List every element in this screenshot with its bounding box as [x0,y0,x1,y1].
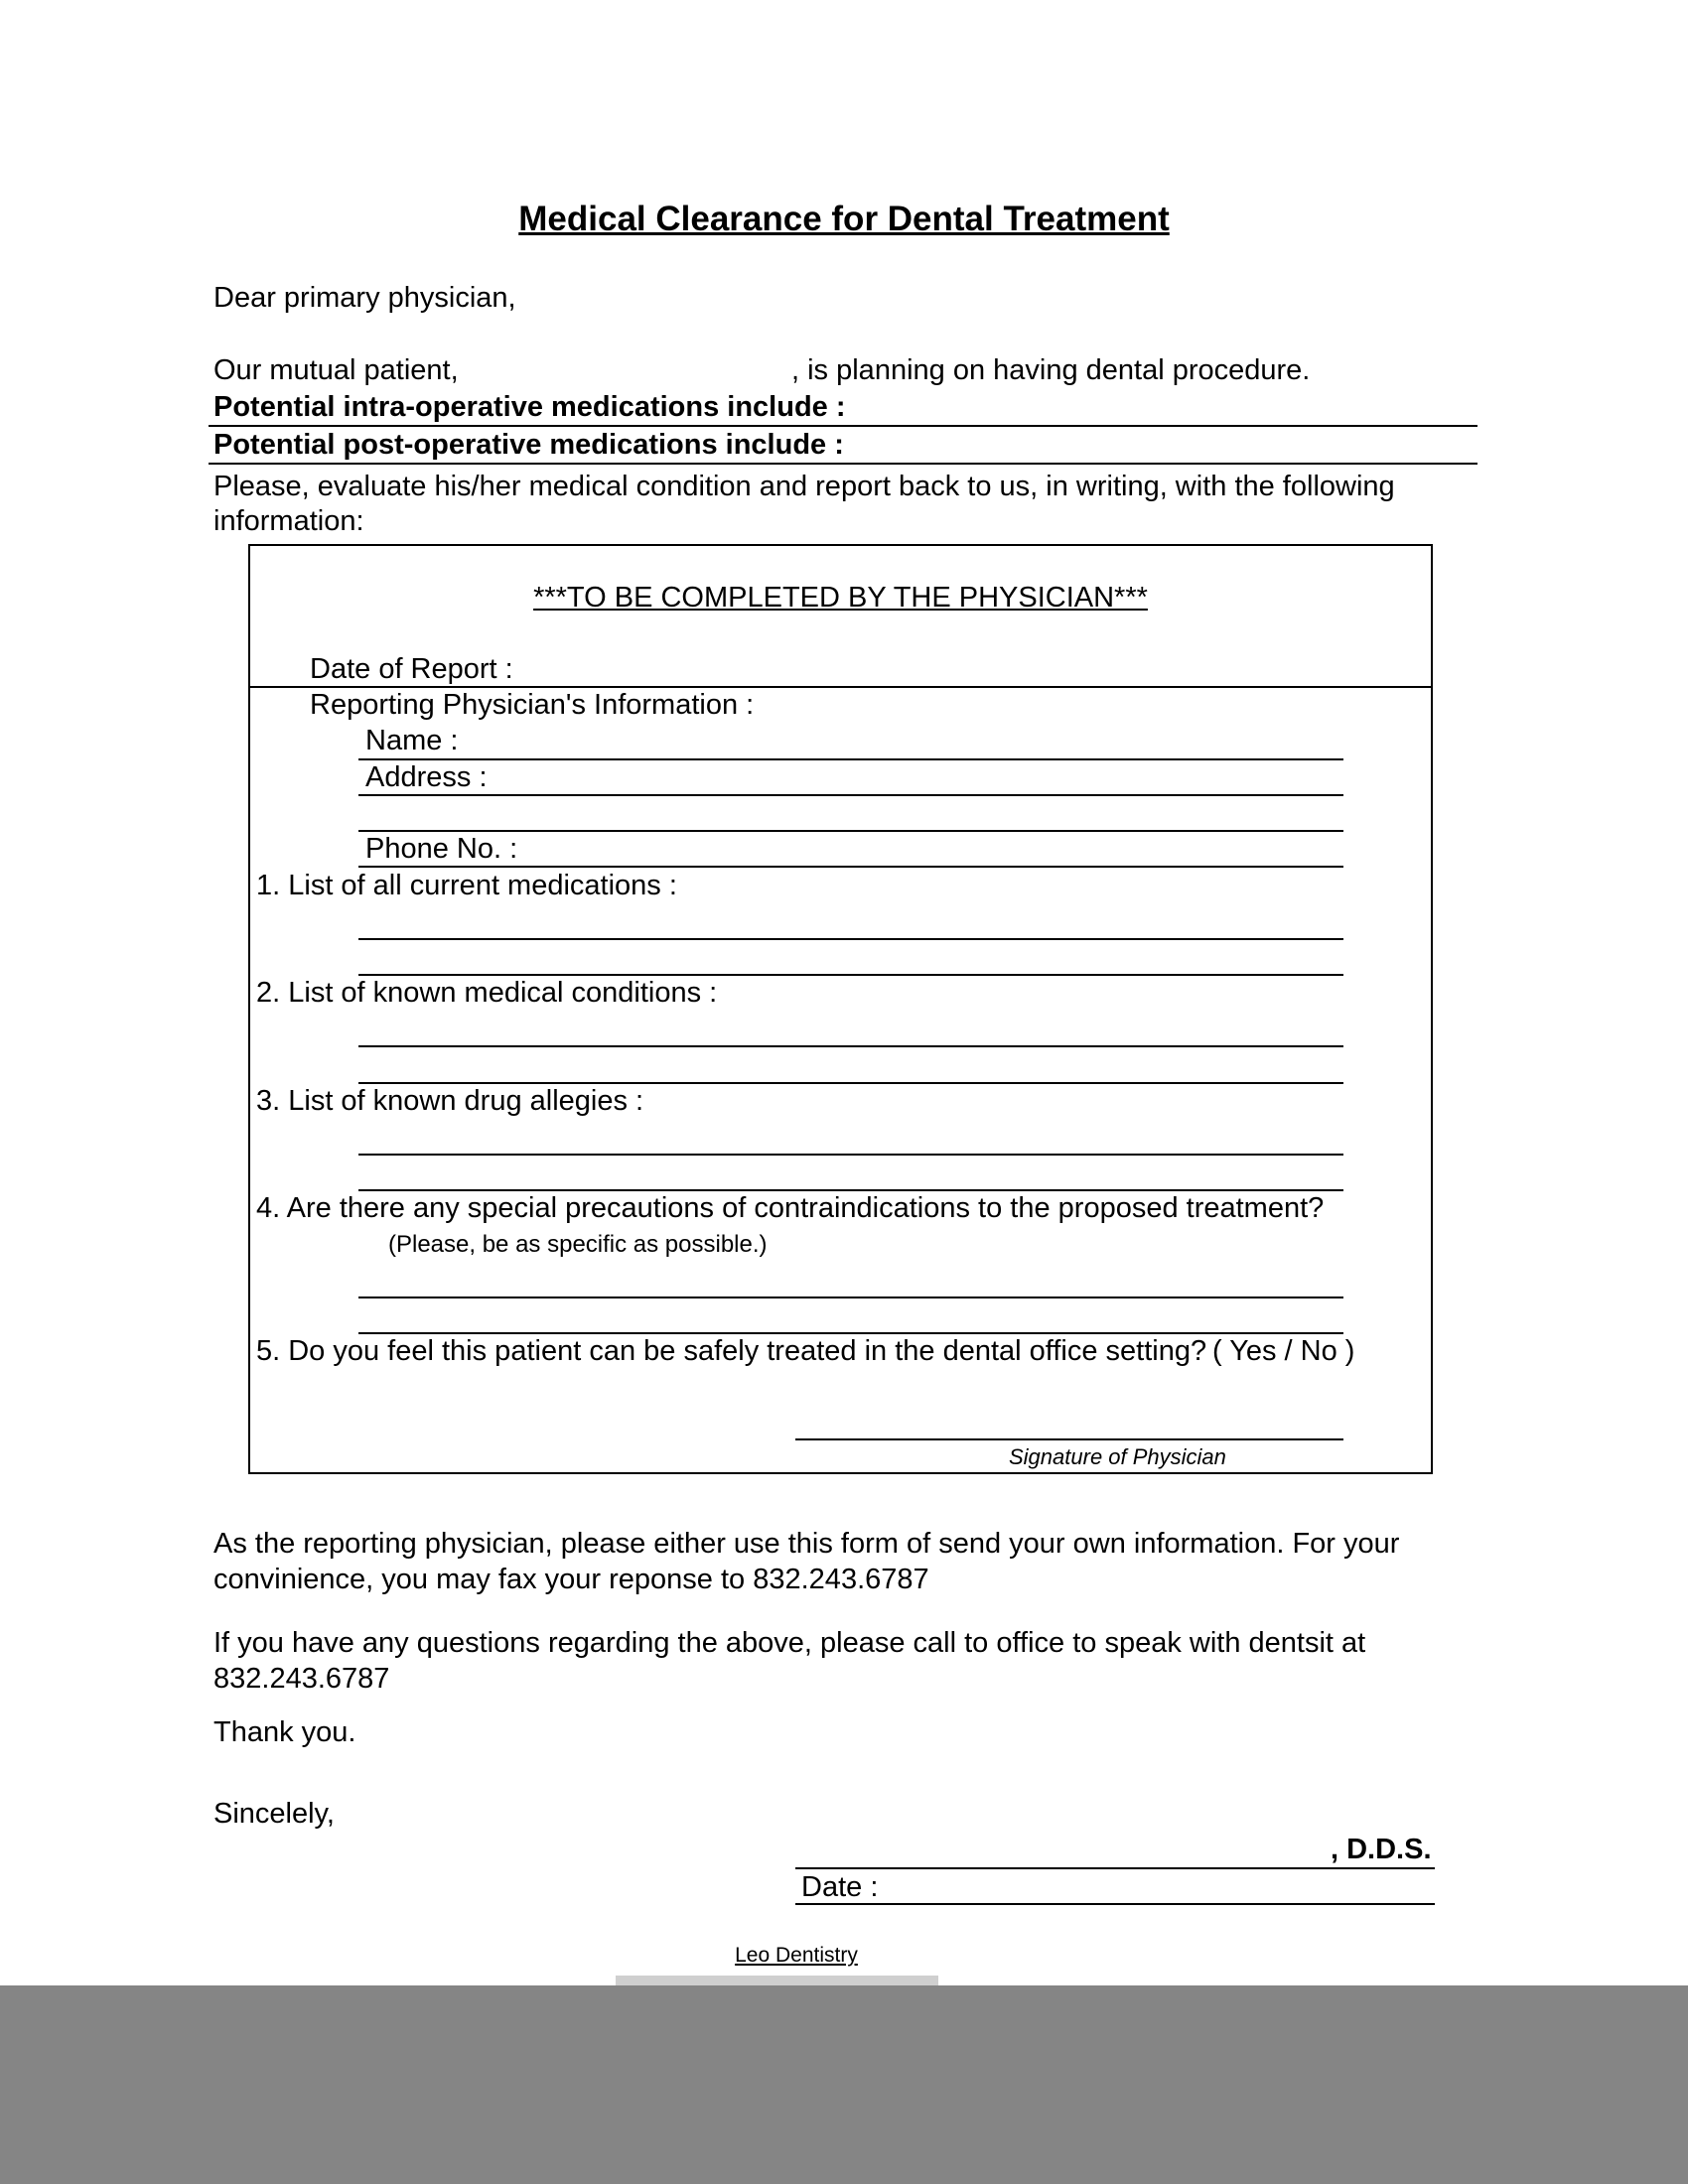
q3-answer-line-1[interactable] [358,1154,1343,1156]
footer-practice-name[interactable]: Leo Dentistry [735,1944,858,1967]
intra-op-line[interactable] [209,425,1477,427]
q4-answer-line-1[interactable] [358,1297,1343,1298]
evaluate-text-line1: Please, evaluate his/her medical condition and report back to us, in writing, with the following [213,471,1395,502]
question-1: 1. List of all current medications : [256,870,677,901]
reporting-info-label: Reporting Physician's Information : [310,689,755,721]
q1-answer-line-1[interactable] [358,938,1343,940]
paragraph-2-line2: 832.243.6787 [213,1663,390,1695]
grey-overlay-bar [0,1985,1688,2184]
phone-line[interactable] [358,866,1343,868]
question-4: 4. Are there any special precautions of contraindications to the proposed treatment? [256,1192,1325,1224]
closing: Sincelely, [213,1798,335,1830]
thanks: Thank you. [213,1716,356,1748]
post-op-label: Potential post-operative medications include : [213,429,844,461]
date-line[interactable] [795,1903,1435,1905]
q2-answer-line-1[interactable] [358,1045,1343,1047]
question-2: 2. List of known medical conditions : [256,977,718,1009]
question-4-note: (Please, be as specific as possible.) [388,1231,768,1258]
paragraph-2-line1: If you have any questions regarding the above, please call to office to speak with dentsit at [213,1627,1366,1659]
address-label: Address : [365,761,488,793]
paragraph-1-line1: As the reporting physician, please either use this form of send your own information. For your [213,1528,1400,1560]
date-label: Date : [801,1871,879,1903]
phone-label: Phone No. : [365,833,518,865]
dentist-signature-line[interactable] [795,1867,1435,1869]
post-op-line[interactable] [209,463,1477,465]
intra-op-label: Potential intra-operative medications include : [213,391,846,423]
address-line-1[interactable] [358,794,1343,796]
signature-label: Signature of Physician [1009,1444,1226,1469]
page-title: Medical Clearance for Dental Treatment [518,200,1170,238]
evaluate-text-line2: information: [213,505,364,537]
question-5: 5. Do you feel this patient can be safely treated in the dental office setting? [256,1335,1207,1367]
signature-line[interactable] [795,1438,1343,1440]
patient-line-prefix: Our mutual patient, [213,354,459,386]
paragraph-1-line2: convinience, you may fax your reponse to 832.243.6787 [213,1564,929,1595]
patient-line-suffix: , is planning on having dental procedure. [791,354,1311,386]
name-line[interactable] [358,758,1343,760]
name-label: Name : [365,725,459,756]
date-of-report-label: Date of Report : [310,653,513,685]
physician-box-header: ***TO BE COMPLETED BY THE PHYSICIAN*** [533,582,1148,614]
salutation: Dear primary physician, [213,282,516,314]
question-3: 3. List of known drug allegies : [256,1085,644,1117]
dds-label: , D.D.S. [1331,1834,1432,1865]
question-5-options[interactable]: ( Yes / No ) [1212,1335,1355,1367]
